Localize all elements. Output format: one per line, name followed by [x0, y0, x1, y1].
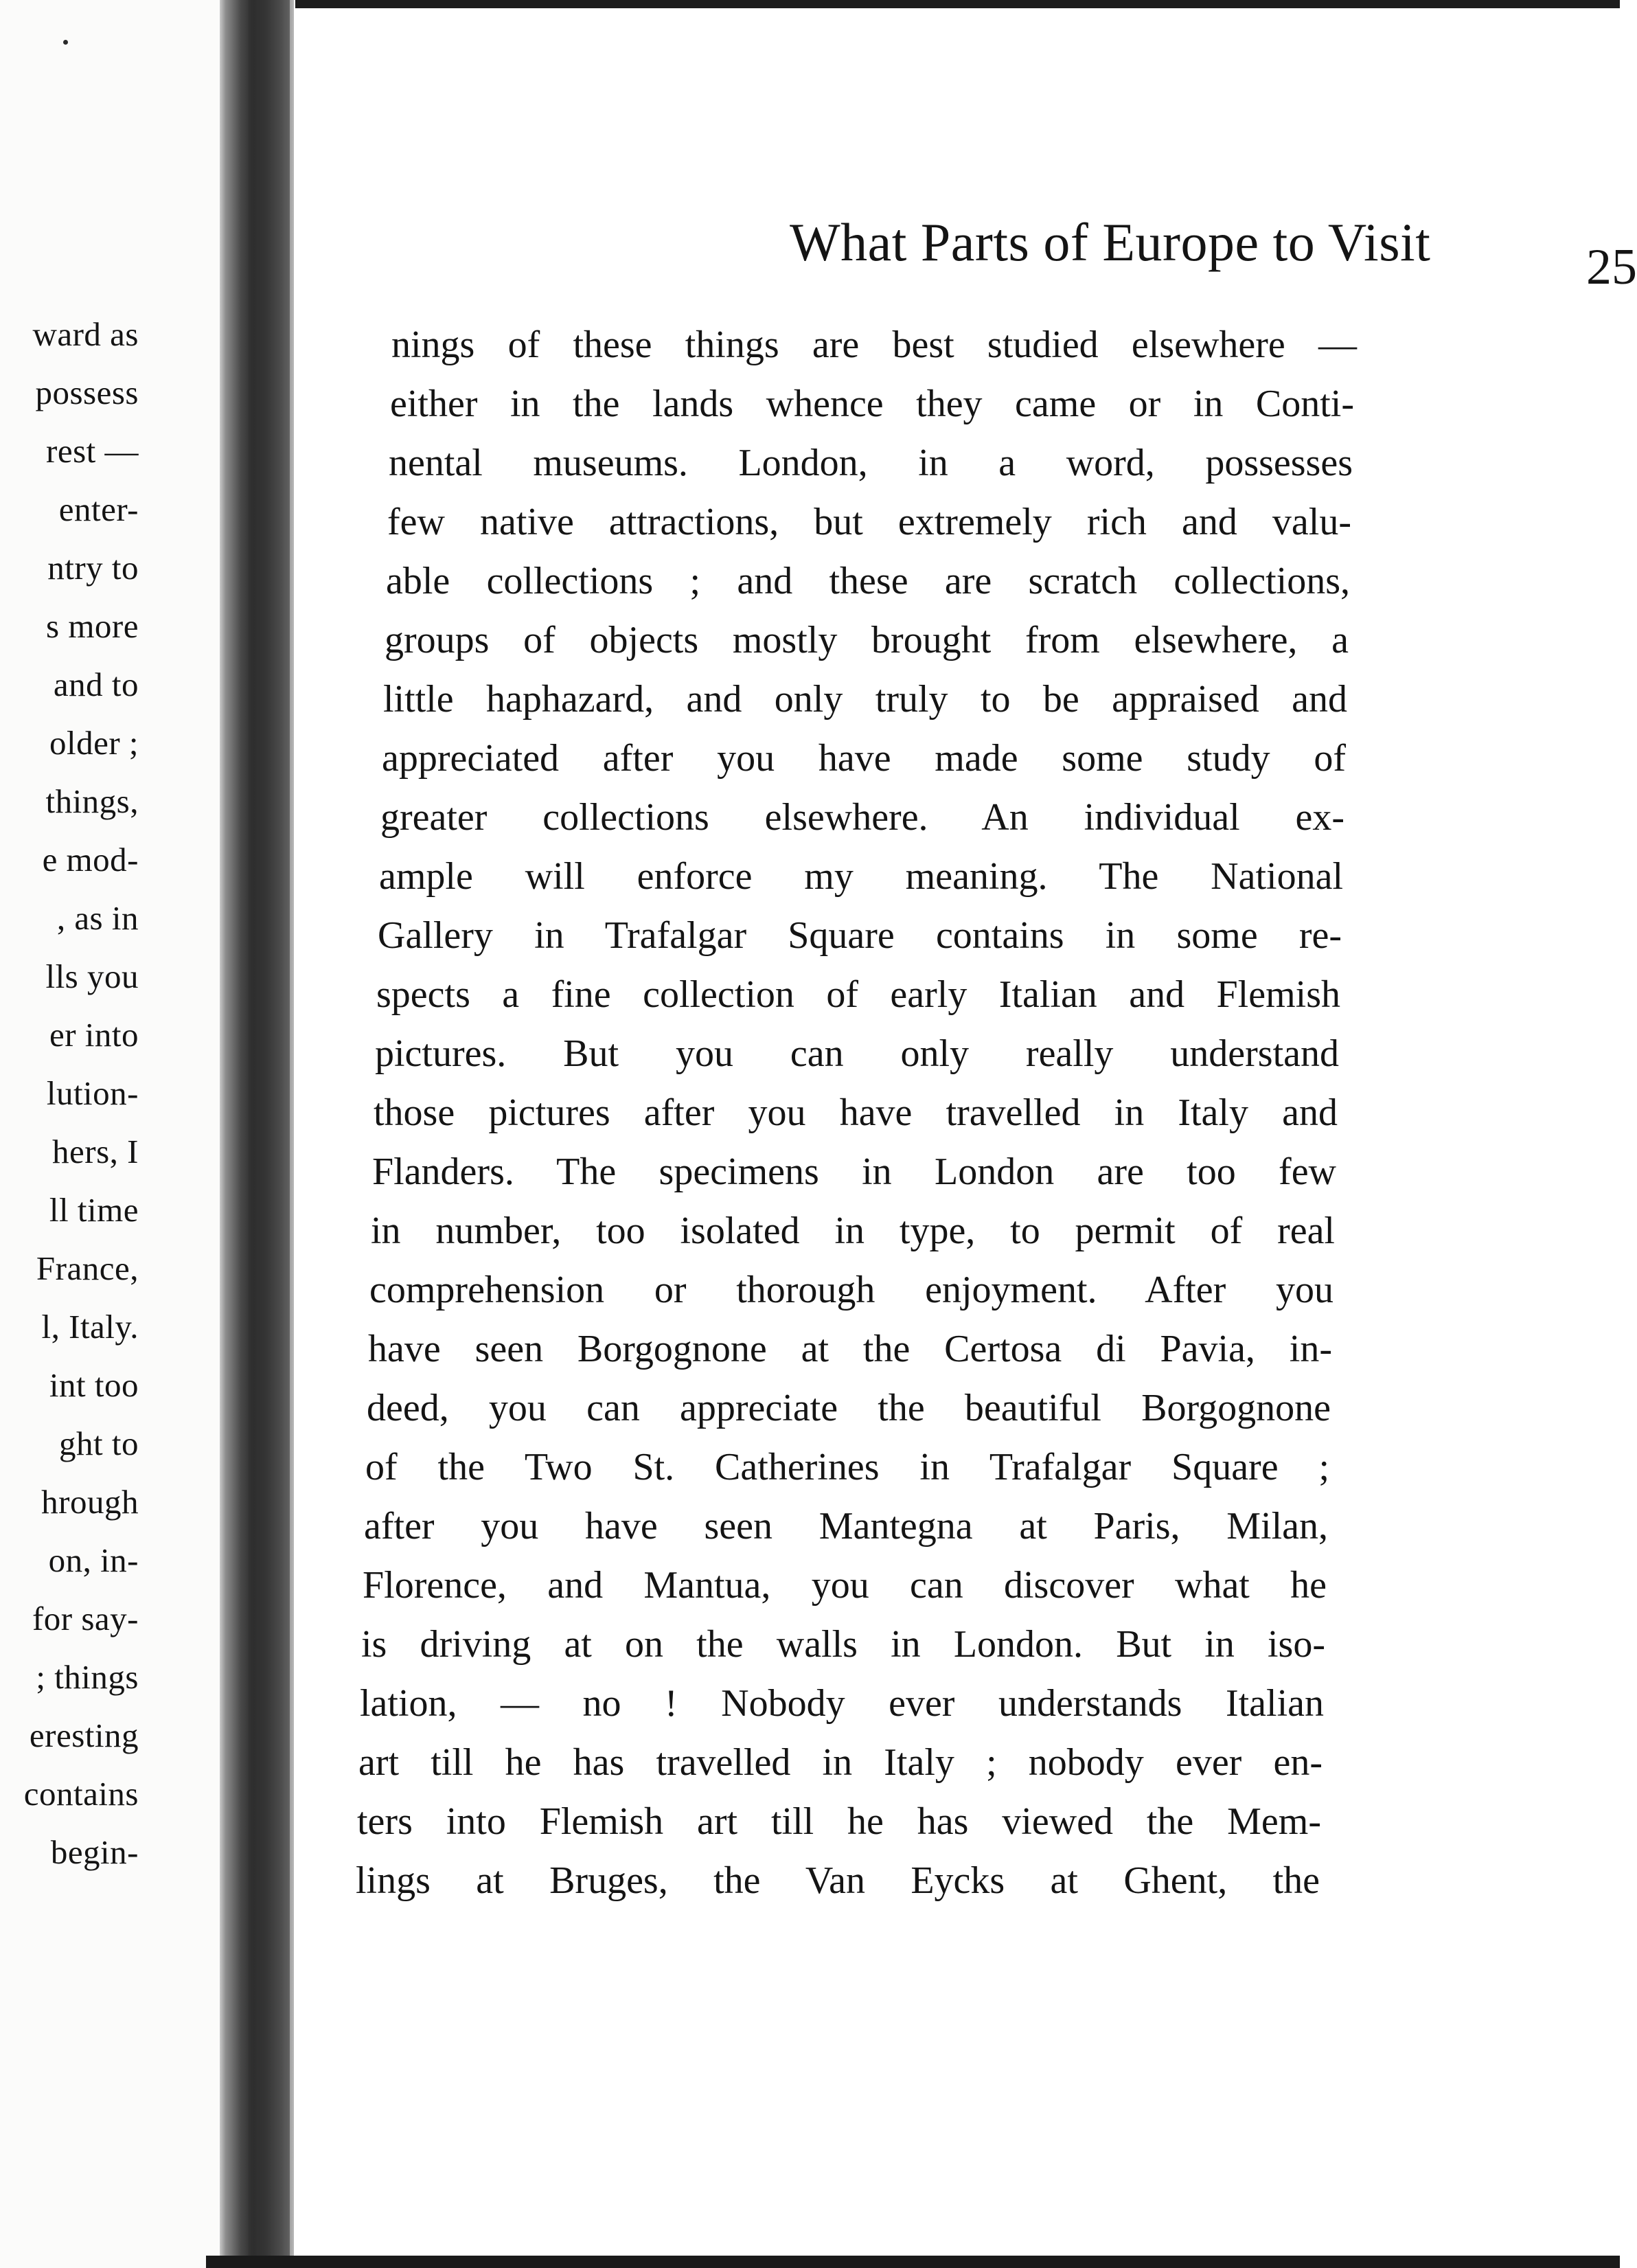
left-facing-page: [0, 0, 220, 2268]
body-line: deed, you can appreciate the beautiful Borgognone: [367, 1387, 1331, 1429]
top-page-edge: [295, 0, 1620, 8]
body-line: groups of objects mostly brought from elsewhere, a: [385, 619, 1349, 661]
body-line: in number, too isolated in type, to permit of real: [371, 1210, 1335, 1252]
body-line: few native attractions, but extremely rich and valu-: [387, 501, 1351, 543]
body-line: either in the lands whence they came or in Conti-: [390, 383, 1354, 425]
body-line: nental museums. London, in a word, possesses: [389, 442, 1353, 484]
left-page-line: ght to: [59, 1425, 139, 1462]
left-page-line: er into: [49, 1016, 139, 1054]
body-line: Gallery in Trafalgar Square contains in some re-: [378, 914, 1342, 957]
left-page-line: rest —: [46, 432, 139, 470]
body-line: pictures. But you can only really understand: [375, 1032, 1339, 1075]
gutter-shadow: [249, 0, 290, 2268]
left-page-line: e mod-: [42, 841, 139, 878]
left-page-line: contains: [23, 1775, 139, 1813]
left-page-line: hrough: [41, 1483, 139, 1521]
left-page-line: s more: [46, 607, 139, 645]
running-head: What Parts of Europe to Visit: [790, 212, 1431, 272]
left-page-line: possess: [35, 374, 139, 411]
body-line: Florence, and Mantua, you can discover what he: [363, 1564, 1327, 1607]
body-line: is driving at on the walls in London. But in iso-: [361, 1623, 1325, 1666]
right-page: [294, 8, 1637, 2256]
body-line: nings of these things are best studied elsewhere —: [391, 324, 1357, 366]
left-page-line: ; things: [36, 1658, 139, 1696]
page-number: 25: [1586, 239, 1637, 295]
left-page-line: ll time: [49, 1191, 139, 1229]
left-page-line: and to: [53, 666, 139, 703]
body-line: able collections ; and these are scratch collections,: [386, 560, 1350, 602]
body-line: spects a fine collection of early Italian and Flemish: [376, 973, 1340, 1016]
left-page-line: France,: [36, 1249, 139, 1287]
body-line: greater collections elsewhere. An individual ex-: [380, 796, 1344, 839]
left-page-line: int too: [49, 1366, 139, 1404]
bottom-page-edge: [206, 2256, 1620, 2268]
body-line: of the Two St. Catherines in Trafalgar Square ;: [365, 1446, 1329, 1488]
left-page-line: older ;: [49, 724, 139, 762]
left-page-line: ward as: [32, 315, 139, 353]
left-page-line: hers, I: [52, 1133, 139, 1170]
body-line: lings at Bruges, the Van Eycks at Ghent, the: [356, 1859, 1320, 1902]
body-line: lation, — no ! Nobody ever understands Italian: [360, 1682, 1324, 1725]
left-page-line: enter-: [58, 490, 139, 528]
left-page-line: eresting: [29, 1716, 139, 1754]
left-page-line: lution-: [46, 1074, 139, 1112]
left-page-line: on, in-: [48, 1541, 139, 1579]
left-page-line: begin-: [50, 1833, 139, 1871]
body-line: ters into Flemish art till he has viewed the Mem-: [357, 1800, 1321, 1843]
left-page-line: things,: [45, 782, 139, 820]
left-page-line: , as in: [56, 899, 139, 937]
left-page-line: lls you: [45, 957, 139, 995]
body-line: those pictures after you have travelled in Italy and: [374, 1091, 1338, 1134]
body-line: appreciated after you have made some study of: [382, 737, 1346, 780]
body-line: Flanders. The specimens in London are too few: [372, 1150, 1336, 1193]
body-line: ample will enforce my meaning. The National: [379, 855, 1343, 898]
left-page-line: l, Italy.: [41, 1308, 139, 1346]
left-page-line: ntry to: [47, 549, 139, 587]
body-line: after you have seen Mantegna at Paris, Milan,: [364, 1505, 1328, 1547]
body-line: comprehension or thorough enjoyment. After you: [369, 1269, 1333, 1311]
ink-speck: [63, 40, 68, 45]
body-line: art till he has travelled in Italy ; nobody ever en-: [358, 1741, 1323, 1784]
left-page-line: for say-: [32, 1600, 139, 1637]
body-line: have seen Borgognone at the Certosa di Pavia, in-: [368, 1328, 1332, 1370]
body-line: little haphazard, and only truly to be appraised and: [383, 678, 1347, 721]
